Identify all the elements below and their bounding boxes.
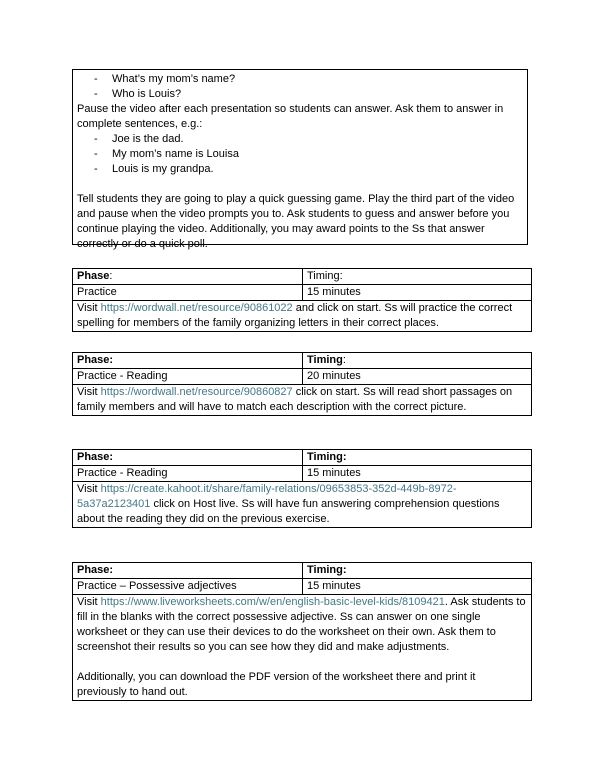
description-text: click on Host live. Ss will have fun answering comprehension questions about the reading they did on the previous exercise.: [77, 498, 500, 525]
activity-link[interactable]: https://www.liveworksheets.com/w/en/english-basic-level-kids/8109421: [100, 596, 445, 608]
phase-label: Phase: [77, 270, 110, 282]
list-item: - Louis is my grandpa.: [77, 162, 523, 177]
activity-table-3: [72, 449, 532, 528]
visit-text: Visit: [77, 483, 98, 495]
question-list: [77, 72, 523, 102]
description-text: . Ask students to fill in the blanks with the correct possessive adjective. Ss can answer on one single worksheet or they can use their devices to do the worksheet on their own. Ask them to screenshot their results so you can see how they did and make adjustments.: [77, 596, 526, 653]
activity-table-2: Phase: Timing: Practice - Reading 20 minutes Visit https://wordwall.net/resource/90860827 click on start. Ss will read short passages on family members and will have to match each description with the correct picture.: [72, 352, 532, 416]
guessing-game-instructions: Tell students they are going to play a quick guessing game. Play the third part of the video and pause when the video prompts you to. Ask students to guess and answer before you continue playing the video. Additionally, you may award points to the Ss that answer correctly or do a quick poll.: [77, 193, 515, 250]
activity-link[interactable]: https://wordwall.net/resource/90860827: [100, 386, 293, 398]
phase-value: Practice – Possessive adjectives: [73, 579, 303, 595]
timing-label: Timing:: [307, 451, 347, 463]
phase-label: Phase:: [77, 354, 114, 366]
visit-text: Visit: [77, 302, 98, 314]
intro-box: [72, 69, 528, 250]
additional-note: Additionally, you can download the PDF version of the worksheet there and print it previously to hand out.: [77, 671, 476, 698]
timing-value: 15 minutes: [303, 579, 532, 595]
phase-label: Phase:: [77, 451, 114, 463]
activity-link[interactable]: https://create.kahoot.it/share/family-relations/09653853-352d-449b-8972-5a37a2123401: [77, 483, 457, 510]
answer-list: [77, 132, 523, 177]
timing-value: 20 minutes: [303, 369, 532, 385]
timing-value: 15 minutes: [303, 466, 532, 482]
list-item: - What’s my mom’s name?: [77, 72, 523, 87]
phase-value: Practice: [73, 285, 303, 301]
description-text: click on start. Ss will read short passages on family members and will have to match each description with the correct picture.: [77, 386, 513, 413]
list-item: - Joe is the dad.: [77, 132, 523, 147]
phase-value: Practice - Reading: [73, 466, 303, 482]
activity-description: [73, 595, 532, 701]
activity-description: [73, 482, 532, 528]
phase-value: Practice - Reading: [73, 369, 303, 385]
list-item: - My mom’s name is Louisa: [77, 147, 523, 162]
timing-value: 15 minutes: [303, 285, 532, 301]
pause-instructions: Pause the video after each presentation so students can answer. Ask them to answer in complete sentences, e.g.:: [77, 103, 504, 130]
timing-label: Timing:: [307, 564, 347, 576]
activity-table-1: Phase: Timing: Practice 15 minutes Visit https://wordwall.net/resource/90861022 and click on start. Ss will practice the correct spelling for members of the family organizing letters in their correct places.: [72, 268, 532, 332]
visit-text: Visit: [77, 596, 98, 608]
activity-description: [73, 385, 532, 416]
timing-label: Timing: [307, 270, 340, 282]
activity-link[interactable]: https://wordwall.net/resource/90861022: [100, 302, 293, 314]
description-text: and click on start. Ss will practice the correct spelling for members of the family organizing letters in their correct places.: [77, 302, 513, 329]
activity-description: [73, 301, 532, 332]
timing-label: Timing: [307, 354, 343, 366]
phase-label: Phase:: [77, 564, 114, 576]
activity-table-4: [72, 562, 532, 701]
list-item: - Who is Louis?: [77, 87, 523, 102]
visit-text: Visit: [77, 386, 98, 398]
